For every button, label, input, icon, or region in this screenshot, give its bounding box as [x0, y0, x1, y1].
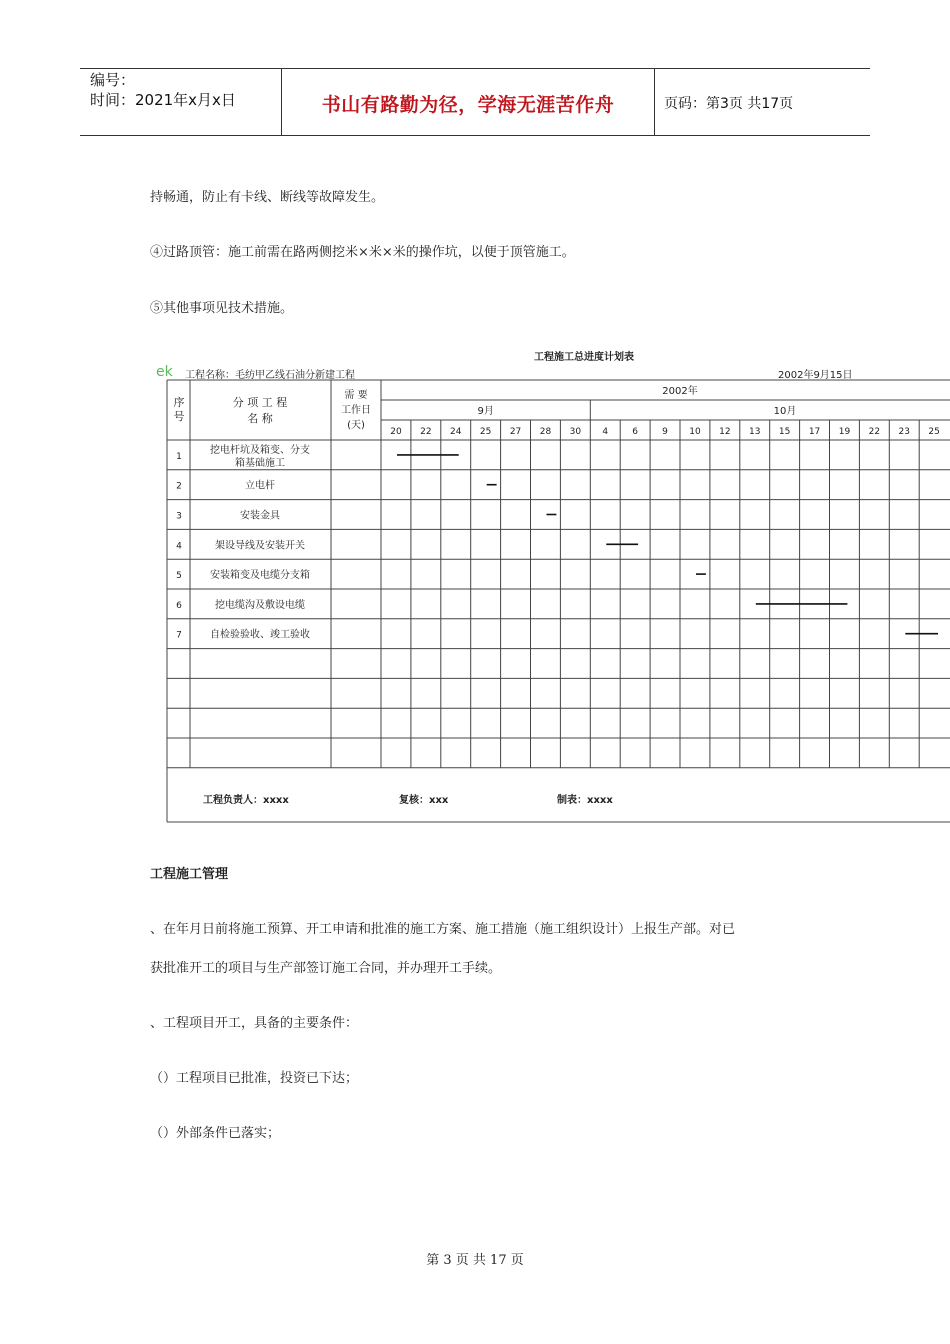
- col-item-header-1: 分 项 工 程: [232, 396, 288, 409]
- day-label: 23: [898, 427, 910, 437]
- day-label: 19: [838, 427, 851, 437]
- day-label: 20: [390, 427, 402, 437]
- sign-manager: 工程负责人：xxxx: [203, 795, 289, 806]
- task-number: 3: [176, 511, 182, 522]
- task-number: 5: [176, 571, 182, 582]
- day-label: 28: [539, 427, 552, 437]
- paragraph-5: 获批准开工的项目与生产部签订施工合同，并办理开工手续。: [150, 961, 502, 976]
- task-name: 架设导线及安装开关: [215, 540, 305, 552]
- day-label: 24: [450, 427, 462, 437]
- task-name: 挖电杆坑及箱变、分支: [210, 444, 310, 456]
- task-name: 安装箱变及电缆分支箱: [210, 570, 310, 582]
- day-label: 30: [569, 427, 582, 437]
- day-label: 22: [868, 427, 881, 437]
- day-label: 12: [719, 427, 731, 437]
- day-label: 4: [602, 427, 609, 437]
- header-number: 编号：: [90, 71, 136, 89]
- paragraph-1: 持畅通，防止有卡线、断线等故障发生。: [150, 190, 385, 205]
- col-item-header-2: 名 称: [247, 412, 273, 425]
- day-label: 27: [509, 427, 522, 437]
- sign-maker: 制表：xxxx: [557, 795, 613, 806]
- task-name: 挖电缆沟及敷设电缆: [215, 599, 305, 611]
- schedule-project-name: 工程名称：毛纺甲乙线石油分新建工程: [185, 370, 355, 381]
- task-number: 4: [176, 541, 182, 552]
- col-seq-header-1: 序: [173, 396, 185, 409]
- page-footer: 第 3 页 共 17 页: [426, 1253, 524, 1268]
- day-label: 10: [689, 427, 701, 437]
- paragraph-3: ⑤其他事项见技术措施。: [150, 301, 294, 316]
- schedule-title: 工程施工总进度计划表: [534, 352, 634, 363]
- stamp-mark: ek: [156, 364, 173, 380]
- day-label: 25: [928, 427, 940, 437]
- day-label: 9: [662, 427, 668, 437]
- task-name: 安装金具: [240, 510, 280, 522]
- month-sep-label: 9月: [477, 406, 494, 417]
- section-title: 工程施工管理: [150, 867, 229, 882]
- paragraph-4: 、在年月日前将施工预算、开工申请和批准的施工方案、施工措施（施工组织设计）上报生产部。对已: [150, 922, 736, 937]
- day-label: 13: [749, 427, 761, 437]
- paragraph-6: 、工程项目开工，具备的主要条件：: [150, 1016, 359, 1031]
- task-name: 箱基础施工: [235, 457, 285, 469]
- col-seq-header-2: 号: [173, 410, 185, 423]
- year-label: 2002年: [662, 386, 698, 397]
- paragraph-7: （）工程项目已批准，投资已下达；: [150, 1071, 359, 1086]
- task-number: 2: [176, 481, 182, 492]
- task-number: 6: [176, 600, 182, 611]
- task-number: 7: [176, 630, 182, 641]
- header-time: 时间：2021年x月x日: [90, 91, 236, 109]
- task-name: 自检验验收、竣工验收: [210, 629, 310, 641]
- header-motto: 书山有路勤为径，学海无涯苦作舟: [321, 94, 615, 116]
- col-days-header-2: 工作日: [341, 405, 371, 416]
- month-oct-label: 10月: [773, 406, 797, 417]
- schedule-date: 2002年9月15日: [778, 370, 853, 381]
- col-days-header-1: 需 要: [344, 390, 368, 401]
- paragraph-2: ④过路顶管：施工前需在路两侧挖米×米×米的操作坑，以便于顶管施工。: [150, 245, 575, 260]
- sign-review: 复核：xxx: [399, 795, 449, 806]
- day-label: 17: [808, 427, 821, 437]
- col-days-header-3: (天): [347, 420, 365, 431]
- task-number: 1: [176, 451, 182, 462]
- header-page-number: 页码：第3页 共17页: [664, 96, 794, 112]
- task-name: 立电杆: [245, 480, 275, 492]
- day-label: 6: [632, 427, 639, 437]
- day-label: 15: [778, 427, 791, 437]
- day-label: 25: [479, 427, 492, 437]
- day-label: 22: [420, 427, 432, 437]
- paragraph-8: （）外部条件已落实；: [150, 1126, 281, 1141]
